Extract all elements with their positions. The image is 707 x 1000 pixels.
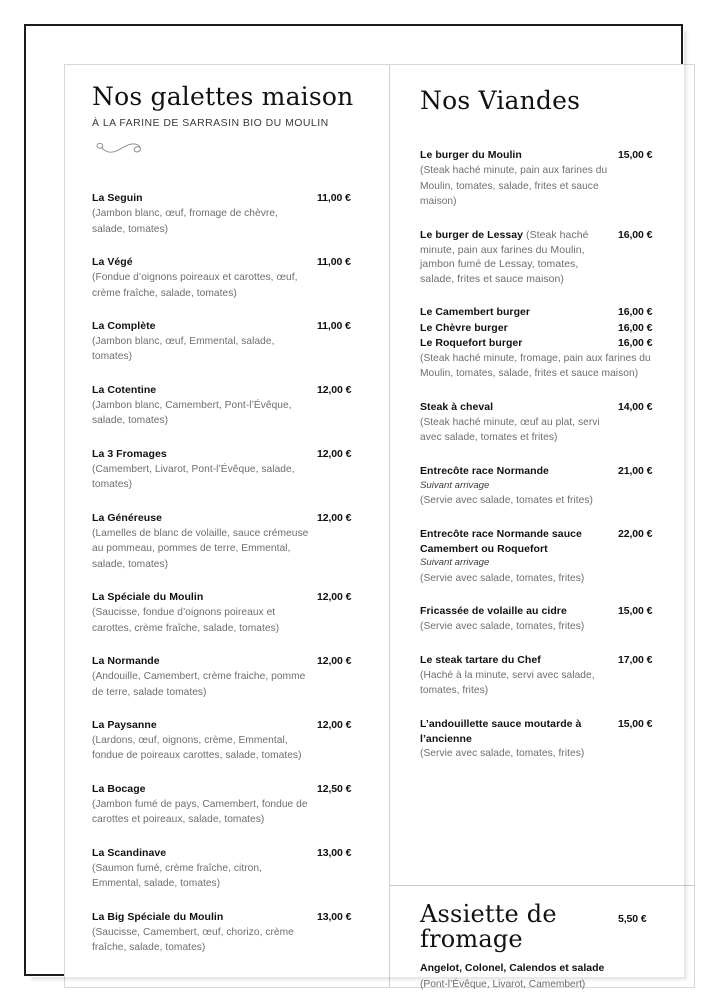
menu-item-name: Steak à cheval [420,400,494,413]
menu-item-name: Le burger du Moulin [420,149,522,162]
menu-item[interactable] [420,464,668,509]
menu-item-group[interactable] [420,305,668,382]
menu-item-text [420,527,618,587]
menu-item-text [420,717,618,762]
menu-item-note: Suivant arrivage [420,479,490,491]
viandes-item-list [420,148,668,762]
menu-item-description: (Saucisse, fondue d’oignons poireaux et carottes, crème fraîche, salade, tomates) [92,607,280,634]
menu-item-price: 11,00 € [317,320,351,333]
menu-item-text [92,319,317,365]
menu-item-name: Entrecôte race Normande sauce Camembert ou Roquefort [420,527,582,555]
menu-item-name-text: Le burger de Lessay [420,228,524,241]
menu-item[interactable] [420,228,668,288]
menu-columns [65,65,694,990]
galettes-item-list [92,191,367,955]
assiette-fromage-name: Angelot, Colonel, Calendos et salade [420,962,605,975]
galettes-section-subtitle: À LA FARINE DE SARRASIN BIO DU MOULIN [92,117,329,130]
menu-item-name: Le Chèvre burger [420,321,508,334]
menu-item-text [420,653,618,699]
menu-item-description: (Saumon fumé, crème fraîche, citron, Emmental, salade, tomates) [92,862,262,890]
menu-item-name: Fricassée de volaille au cidre [420,605,567,618]
menu-item-text [420,228,618,288]
menu-item-text [420,604,618,634]
menu-item-price: 22,00 € [618,527,653,540]
menu-item[interactable] [92,191,367,237]
menu-item-text [92,383,317,429]
menu-item[interactable] [92,910,367,956]
assiette-fromage-title: Assiette de fromage [420,900,557,954]
menu-item-price: 21,00 € [618,464,653,477]
assiette-fromage-header [420,902,668,952]
menu-item-text [92,782,317,828]
menu-item-price: 15,00 € [618,149,653,162]
menu-item-text [420,400,618,446]
menu-item-name: La Végé [92,256,133,269]
menu-item-description: (Saucisse, Camembert, œuf, chorizo, crème fraîche, salade, tomates) [92,926,294,954]
menu-item[interactable] [92,383,367,429]
menu-item-name: La Seguin [92,192,143,205]
menu-item-group-line[interactable] [420,321,668,336]
menu-item-description: (Servie avec salade, tomates, frites) [420,572,585,584]
menu-item-price: 13,00 € [317,846,352,859]
menu-item-description: (Steak haché minute, fromage, pain aux farines du Moulin, tomates, salade, frites et sauce maison) [420,352,651,380]
menu-item-price: 16,00 € [618,228,653,241]
menu-item-price: 12,00 € [317,511,352,524]
menu-item-description: (Fondue d’oignons poireaux et carottes, œuf, crème fraîche, salade, tomates) [92,272,298,299]
menu-item-price: 12,00 € [317,719,352,731]
menu-item-text [92,718,317,764]
menu-item-name: La Paysanne [92,719,157,731]
menu-item-group-line[interactable] [420,336,668,351]
menu-item-description: (Servie avec salade, tomates, frites) [420,748,585,760]
menu-item-name: La Big Spéciale du Moulin [92,910,224,923]
menu-item-description: (Servie avec salade, tomates, frites) [420,621,585,633]
menu-item[interactable] [420,527,668,587]
menu-item[interactable] [92,447,367,493]
menu-item-description: (Jambon blanc, Camembert, Pont-l’Évêque, salade, tomates) [92,399,292,427]
menu-item-price: 11,00 € [317,256,351,269]
flourish-ornament [94,139,150,157]
menu-item-description: (Andouille, Camembert, crème fraiche, pomme de terre, salade tomates) [92,671,306,698]
menu-item[interactable] [92,511,367,572]
menu-item-text [92,447,317,493]
menu-item-text [420,305,668,382]
menu-outer-frame [24,24,683,990]
menu-item-price: 14,00 € [618,400,653,413]
menu-item-text [92,191,317,237]
menu-item[interactable] [420,717,668,762]
menu-item-group-line[interactable] [420,305,668,320]
menu-item-name: Le Roquefort burger [420,336,523,349]
menu-item-description: (Jambon fumé de pays, Camembert, fondue de carottes et poireaux, salade, tomates) [92,798,308,826]
menu-item-price: 16,00 € [618,336,653,349]
menu-item-price: 12,00 € [317,655,352,668]
menu-item-price: 12,00 € [317,383,352,396]
menu-item-text [92,910,317,956]
menu-item-description: (Steak haché minute, œuf au plat, servi avec salade, tomates et frites) [420,416,600,444]
assiette-fromage-description: (Pont-l’Évêque, Livarot, Camembert) [420,978,586,990]
menu-item-name: La Normande [92,655,160,668]
assiette-fromage-price: 5,50 € [618,913,647,925]
menu-item[interactable] [92,718,367,764]
menu-item[interactable] [420,604,668,634]
menu-item-text [420,464,618,509]
menu-item-name: La 3 Fromages [92,447,167,460]
menu-item-price: 13,00 € [317,910,352,923]
menu-item-name: La Cotentine [92,383,157,396]
menu-item[interactable] [92,255,367,301]
menu-item-name: La Bocage [92,782,146,795]
menu-item-description: (Jambon blanc, œuf, Emmental, salade, tomates) [92,335,275,363]
viandes-section-title: Nos Viandes [420,86,581,115]
assiette-fromage-section[interactable] [390,885,694,990]
menu-item-name: La Généreuse [92,511,163,524]
galettes-column [65,65,389,987]
menu-item-price: 11,00 € [317,192,351,205]
menu-item[interactable] [92,782,367,828]
menu-item[interactable] [92,319,367,365]
menu-item-text [92,590,317,636]
menu-item-description: (Lamelles de blanc de volaille, sauce crémeuse au pommeau, pommes de terre, Emmental, salade, tomates) [92,527,309,570]
menu-item[interactable] [92,846,367,892]
menu-item-price: 17,00 € [618,653,653,666]
menu-item-text [92,511,317,572]
menu-item-description: (Jambon blanc, œuf, fromage de chèvre, salade, tomates) [92,208,278,235]
menu-item[interactable] [420,148,668,209]
menu-item-text [92,846,317,892]
menu-item-description: (Steak haché minute, pain aux farines du Moulin, tomates, salade, frites et sauce maison) [420,165,608,208]
menu-item-price: 16,00 € [618,306,653,319]
viandes-column [389,65,694,990]
menu-item-name: Le Camembert burger [420,306,531,319]
menu-item-price: 16,00 € [618,321,653,334]
menu-item-text [420,148,618,209]
menu-item-description: (Lardons, œuf, oignons, crème, Emmental, fondue de poireaux carottes, salade, tomates) [92,734,302,762]
menu-item[interactable] [420,400,668,446]
menu-item[interactable] [92,654,367,700]
menu-item-name: La Scandinave [92,846,167,859]
menu-item-price: 12,00 € [317,447,352,460]
menu-item-description: (Haché à la minute, servi avec salade, tomates, frites) [420,669,595,697]
menu-item-text [92,255,317,301]
menu-item[interactable] [92,590,367,636]
menu-item-description: (Servie avec salade, tomates et frites) [420,495,593,507]
galettes-section-title: Nos galettes maison [92,82,354,111]
menu-item-name [420,228,610,288]
menu-item-name: L’andouillette sauce moutarde à l’ancienne [420,717,582,745]
menu-item-group-lines [420,305,668,351]
menu-item-price: 12,00 € [317,591,352,604]
menu-item-note: Suivant arrivage [420,557,490,569]
menu-item-price: 12,50 € [317,782,352,795]
viandes-block [390,65,694,885]
menu-item-price: 15,00 € [618,717,653,730]
menu-item-name: La Spéciale du Moulin [92,591,204,604]
menu-item[interactable] [420,653,668,699]
menu-item-inline-description: (Steak haché minute, pain aux farines du Moulin, jambon fumé de Lessay, tomates, salade, frites et sauce maison) [420,228,589,286]
menu-item-name: Le steak tartare du Chef [420,653,541,666]
menu-item-name: La Complète [92,320,156,333]
menu-item-text [92,654,317,700]
menu-item-price: 15,00 € [618,605,653,618]
menu-item-name: Entrecôte race Normande [420,464,549,477]
menu-item-description: (Camembert, Livarot, Pont-l’Évêque, salade, tomates) [92,463,295,491]
